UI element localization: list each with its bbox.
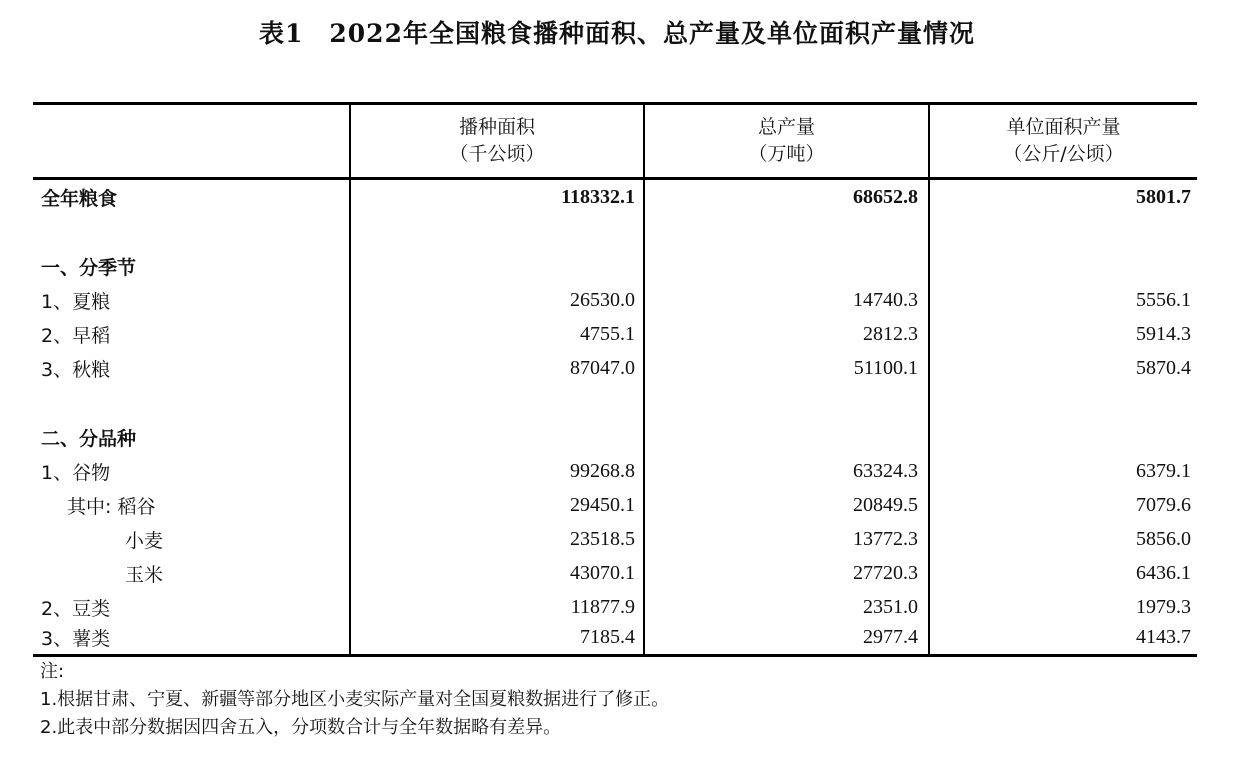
cell-yield: 5801.7 <box>1136 185 1191 208</box>
table-body <box>33 180 1197 654</box>
header-total-output-unit: （万吨） <box>748 143 825 165</box>
table-row <box>33 351 1197 385</box>
row-name: 小麦 <box>125 529 164 552</box>
cell-total-output: 20849.5 <box>853 493 918 516</box>
note-item: 1.根据甘肃、宁夏、新疆等部分地区小麦实际产量对全国夏粮数据进行了修正。 <box>40 689 670 710</box>
header-blank-cell <box>33 105 349 177</box>
table-row <box>33 317 1197 351</box>
cell-yield: 5914.3 <box>1136 322 1191 345</box>
header-sown-area-label: 播种面积 <box>458 116 535 138</box>
cell-yield: 6436.1 <box>1136 561 1191 584</box>
table-row <box>33 556 1197 590</box>
row-name: 玉米 <box>125 563 164 586</box>
header-total-output-label: 总产量 <box>757 116 815 138</box>
data-table <box>33 102 1197 657</box>
header-total-output <box>643 105 928 177</box>
cell-yield: 1979.3 <box>1136 595 1191 618</box>
cell-sown-area: 29450.1 <box>570 493 635 516</box>
row-name: 全年粮食 <box>41 187 118 210</box>
cell-total-output: 51100.1 <box>853 356 918 379</box>
note-item: 2.此表中部分数据因四舍五入，分项数合计与全年数据略有差异。 <box>40 717 562 738</box>
table-row <box>33 454 1197 488</box>
header-yield-unit: （公斤/公顷） <box>1003 143 1124 165</box>
cell-yield: 5556.1 <box>1136 288 1191 311</box>
table-row <box>33 283 1197 317</box>
cell-sown-area: 87047.0 <box>570 356 635 379</box>
table-section-row <box>33 420 1197 454</box>
row-name: 2、豆类 <box>41 597 111 620</box>
table-row <box>33 488 1197 522</box>
cell-total-output: 68652.8 <box>853 185 918 208</box>
cell-total-output: 63324.3 <box>853 459 918 482</box>
table-row <box>33 590 1197 624</box>
cell-total-output: 13772.3 <box>853 527 918 550</box>
cell-yield: 4143.7 <box>1136 625 1191 648</box>
header-sown-area <box>349 105 643 177</box>
header-yield <box>928 105 1197 177</box>
table-section-row <box>33 249 1197 283</box>
row-name: 3、秋粮 <box>41 358 111 381</box>
table-row <box>33 522 1197 556</box>
section-heading: 一、分季节 <box>41 256 137 279</box>
table-notes <box>40 658 669 742</box>
cell-sown-area: 4755.1 <box>580 322 635 345</box>
page-title: 表1 2022年全国粮食播种面积、总产量及单位面积产量情况 <box>259 19 975 48</box>
cell-total-output: 27720.3 <box>853 561 918 584</box>
section-heading: 二、分品种 <box>41 427 137 450</box>
cell-total-output: 14740.3 <box>853 288 918 311</box>
header-yield-label: 单位面积产量 <box>1006 116 1121 138</box>
cell-sown-area: 43070.1 <box>570 561 635 584</box>
cell-sown-area: 118332.1 <box>561 185 635 208</box>
table-row-total <box>33 180 1197 214</box>
cell-yield: 5856.0 <box>1136 527 1191 550</box>
cell-total-output: 2351.0 <box>863 595 918 618</box>
cell-sown-area: 23518.5 <box>570 527 635 550</box>
cell-yield: 6379.1 <box>1136 459 1191 482</box>
cell-sown-area: 26530.0 <box>570 288 635 311</box>
row-name: 1、夏粮 <box>41 290 111 313</box>
header-sown-area-unit: （千公顷） <box>449 143 545 165</box>
row-name: 其中: 稻谷 <box>67 495 156 518</box>
table-row <box>33 620 1197 654</box>
cell-total-output: 2812.3 <box>863 322 918 345</box>
cell-yield: 7079.6 <box>1136 493 1191 516</box>
row-name: 1、谷物 <box>41 461 111 484</box>
cell-sown-area: 11877.9 <box>570 595 635 618</box>
cell-total-output: 2977.4 <box>863 625 918 648</box>
cell-yield: 5870.4 <box>1136 356 1191 379</box>
row-name: 3、薯类 <box>41 627 111 650</box>
notes-heading: 注: <box>40 661 65 682</box>
table-header <box>33 105 1197 180</box>
cell-sown-area: 99268.8 <box>570 459 635 482</box>
cell-sown-area: 7185.4 <box>580 625 635 648</box>
row-name: 2、早稻 <box>41 324 111 347</box>
